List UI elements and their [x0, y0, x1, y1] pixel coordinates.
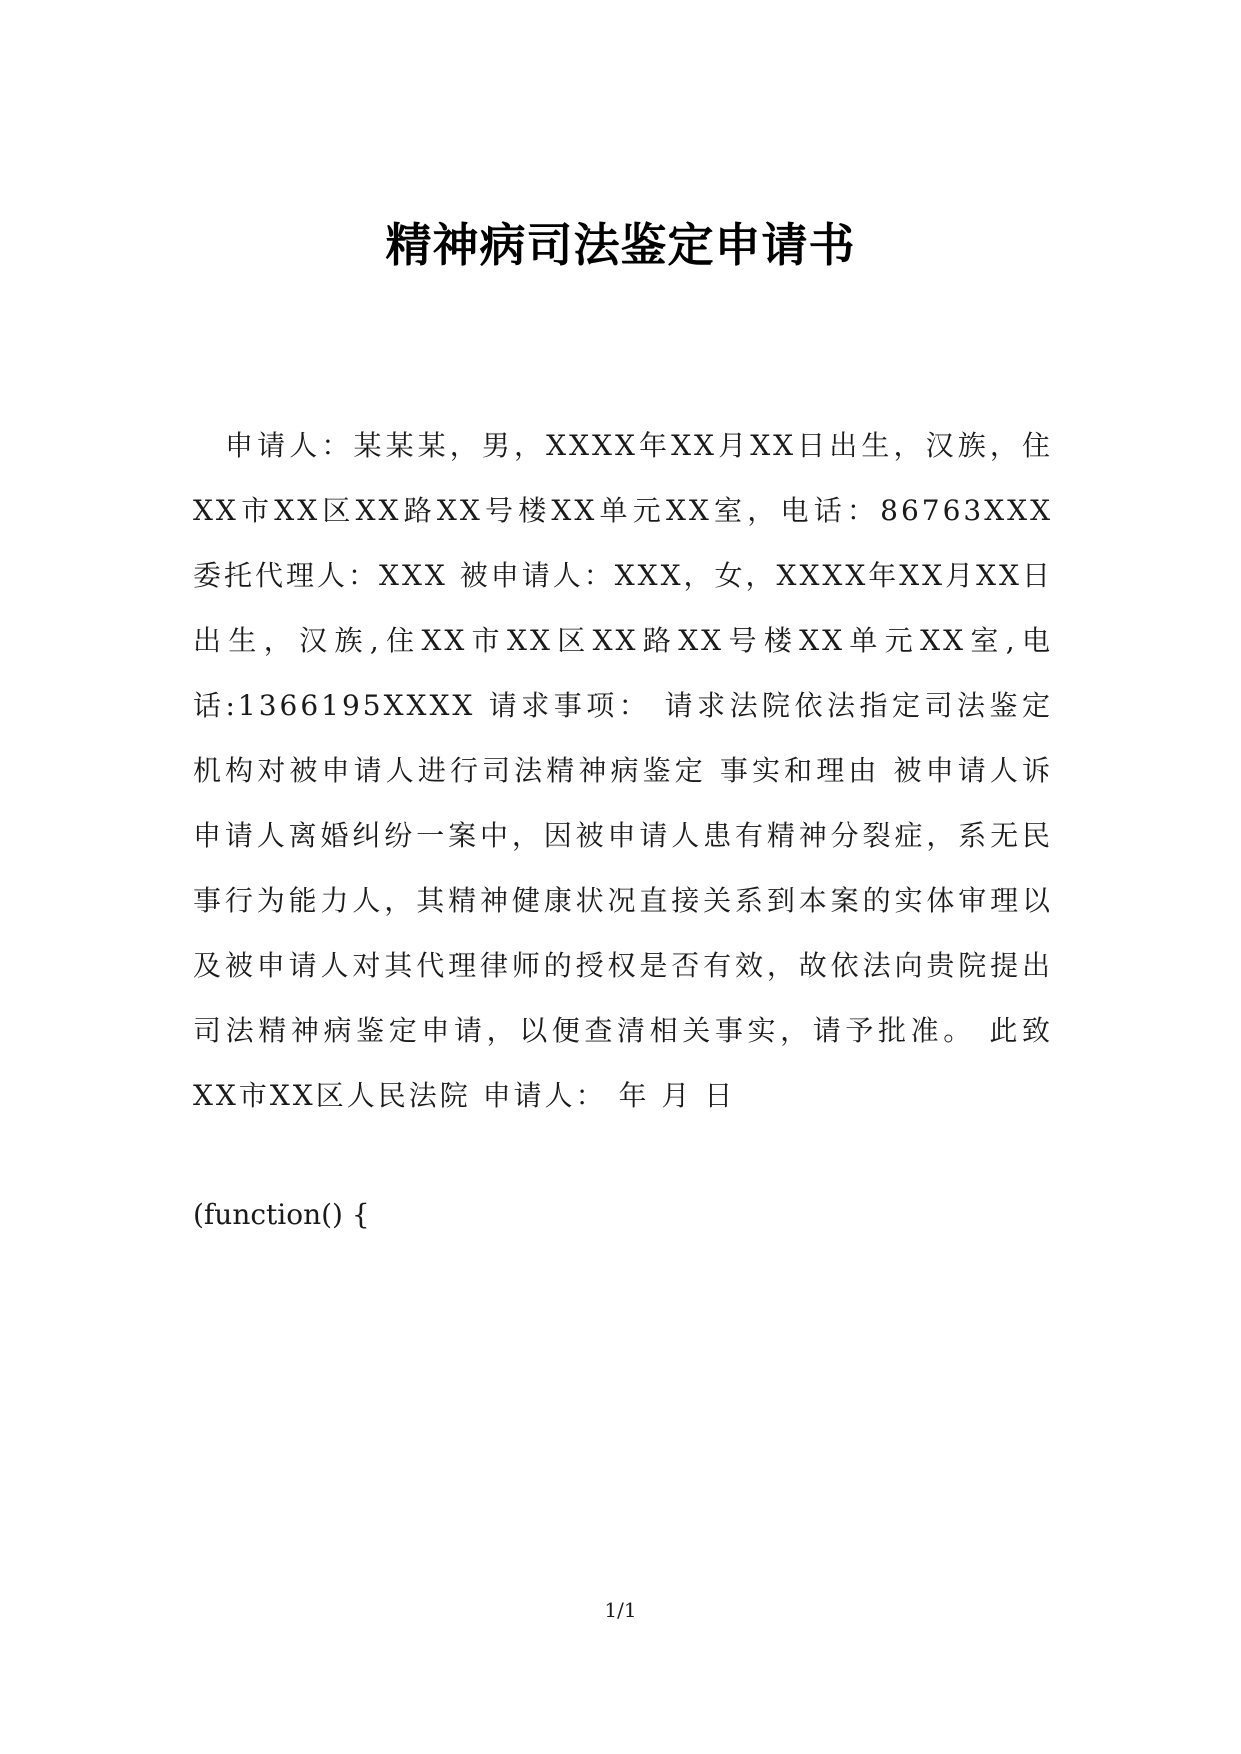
page-number: 1/1: [604, 1598, 637, 1622]
document-body-paragraph: 申请人：某某某，男，XXXX年XX月XX日出生，汉族，住XX市XX区XX路XX号楼XX单元XX室，电话：86763XXX 委托代理人：XXX 被申请人：XXX，女，XXXX年XX月XX日出生，汉族,住XX市XX区XX路XX号楼XX单元XX室,电话:1366195XXXX 请求事项： 请求法院依法指定司法鉴定机构对被申请人进行司法精神病鉴定 事实和理由 被申请人诉申请人离婚纠纷一案中，因被申请人患有精神分裂症，系无民事行为能力人，其精神健康状况直接关系到本案的实体审理以及被申请人对其代理律师的授权是否有效，故依法向贵院提出司法精神病鉴定申请，以便查清相关事实，请予批准。 此致 XX市XX区人民法院 申请人： 年 月 日: [193, 429, 1053, 1112]
code-fragment-text: (function() {: [193, 1198, 370, 1231]
document-title: 精神病司法鉴定申请书: [385, 218, 856, 272]
